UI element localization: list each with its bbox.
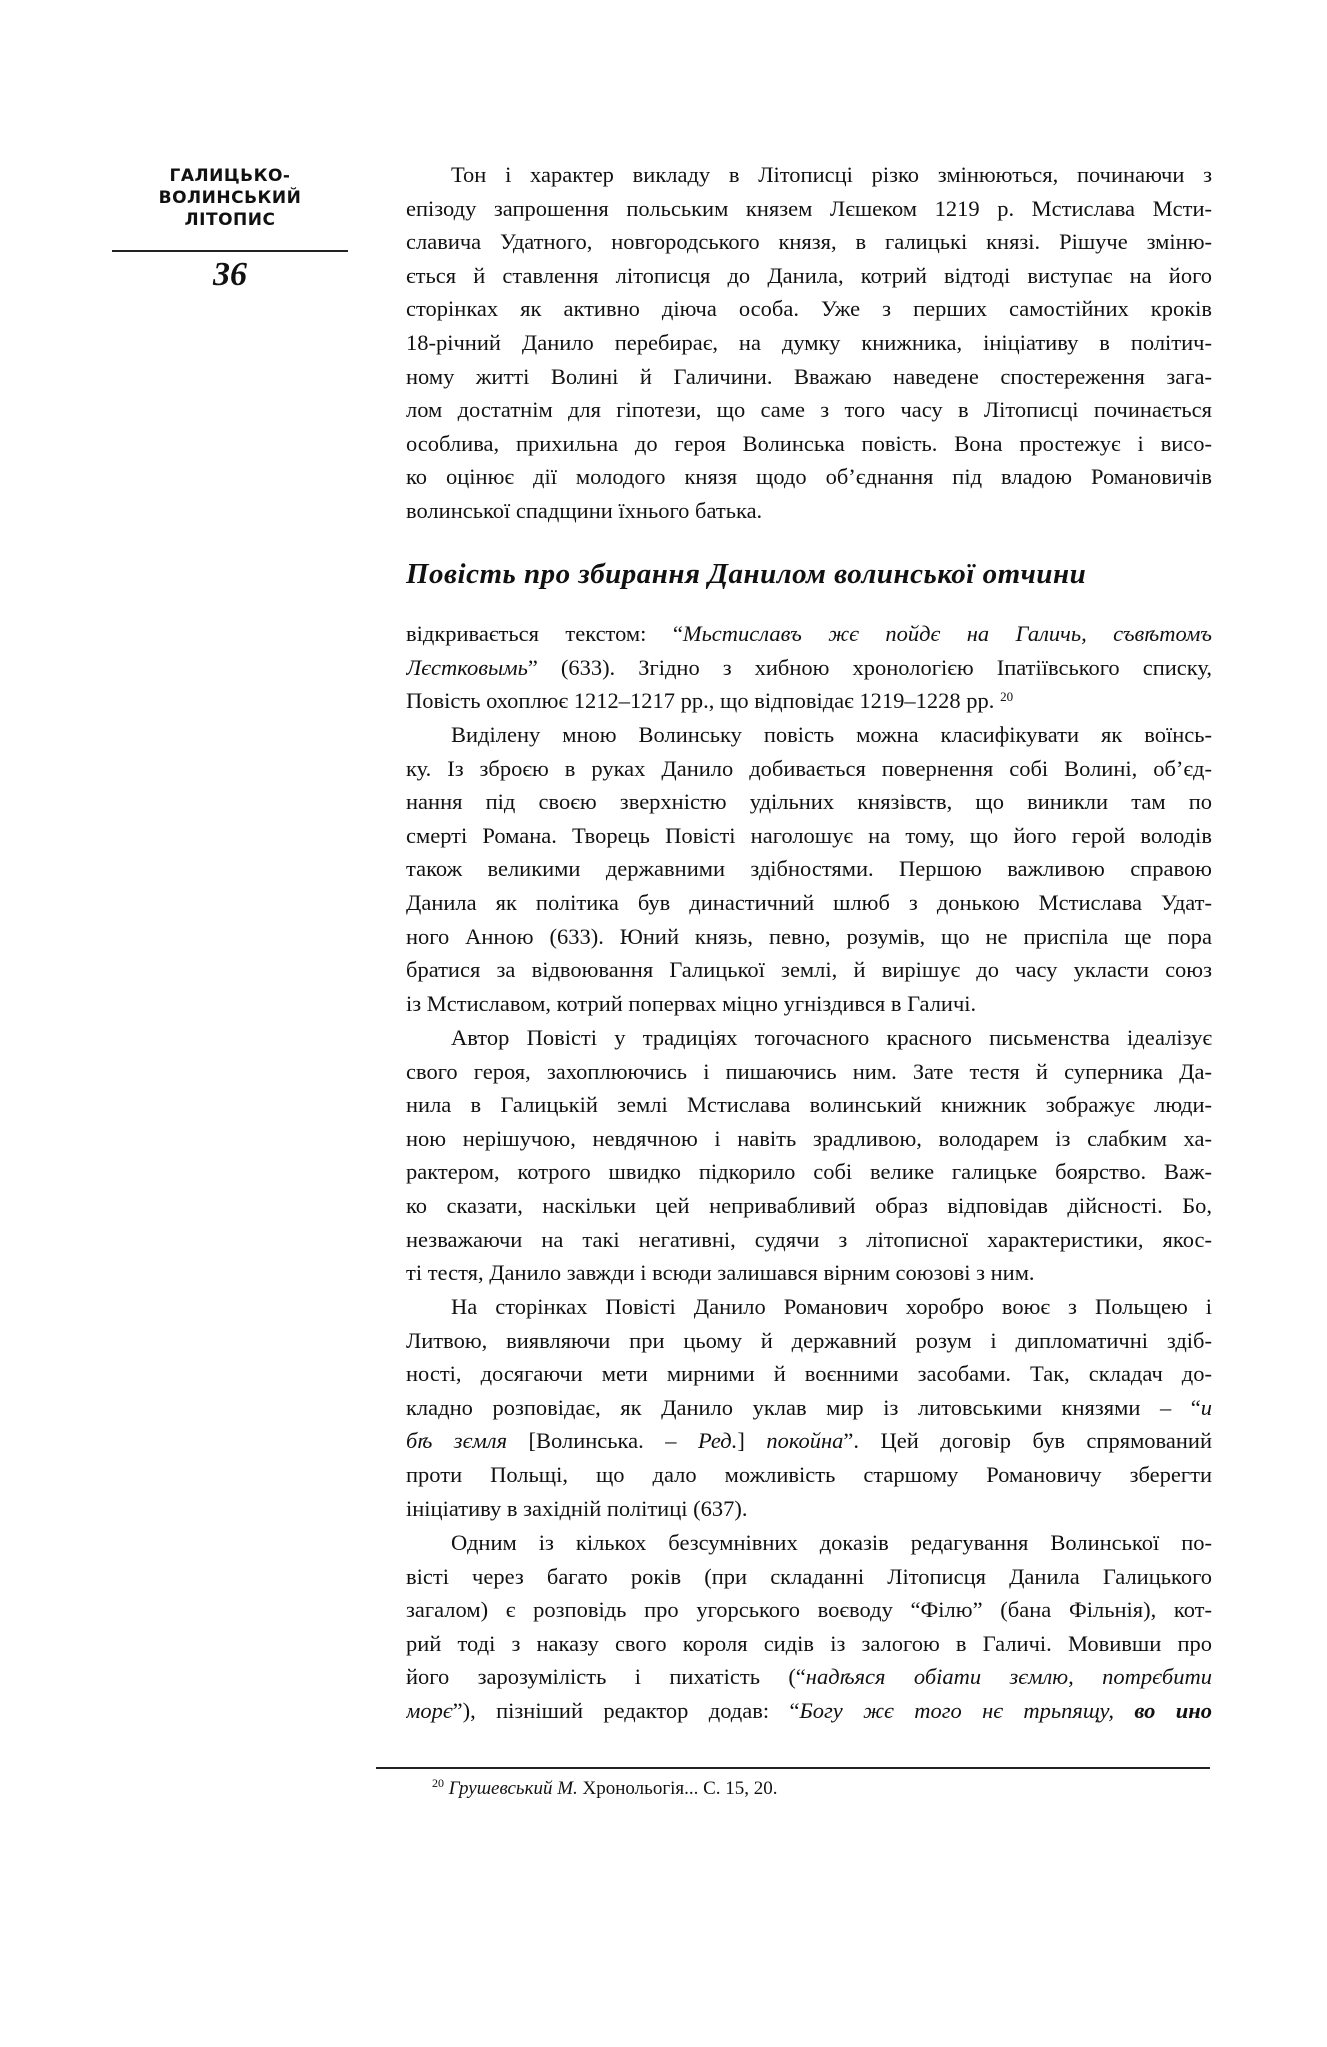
text-line: також великими державними здібностями. Першою важливою справою [406,856,1212,882]
text-span: Повість охоплює 1212–1217 рр., що відповідає 1219–1228 рр. [406,688,995,714]
text-line: вісті через багато років (при складанні Літописця Данила Галицького [406,1563,1212,1589]
running-head-line: ВОЛИНСЬКИЙ [158,188,302,208]
text-line: сторінках як активно діюча особа. Уже з перших самостійних кроків [406,296,1212,322]
chronicle-quote: надѣяся обіати зємлю, потрєбити [805,1664,1212,1690]
chronicle-quote: Лєстковымь [406,654,528,680]
text-line [406,1424,1212,1458]
footnote-number: 20 [432,1776,444,1790]
text-line [406,684,1212,718]
text-line: 18-річний Данило перебирає, на думку книжника, ініціативу в політич- [406,329,1212,355]
text-line: Литвою, виявляючи при цьому й державний розум і дипломатичні здіб- [406,1327,1212,1353]
text-line: Данила як політика був династичний шлюб з донькою Мстислава Удат- [406,889,1212,915]
text-line: волинської спадщини їхнього батька. [406,497,763,523]
footnote-author: Грушевський М. [448,1778,578,1799]
text-span: відкривається текстом: “ [406,621,683,646]
text-line: Виділену мною Волинську повість можна класифікувати як воїнсь- [451,722,1212,747]
paragraph-author [406,1021,1212,1290]
text-span: кладно розповідає, як Данило уклав мир із литовськими князями – “ [406,1394,1201,1420]
running-head-divider [112,250,348,252]
footnote-divider [376,1767,1210,1769]
text-line: ється й ставлення літописця до Данила, котрий відтоді виступає на його [406,262,1212,288]
text-span: ”), пізніший редактор додав: “ [452,1697,800,1723]
text-line: славича Удатного, новгородського князя, в галицькі князі. Рішуче зміню- [406,229,1212,255]
chronicle-quote: Мьстиславъ жє пойдє на Галичь, съвѣтомъ [682,621,1212,646]
editor-note: Ред. [697,1428,738,1454]
text-line: Автор Повісті у традиціях тогочасного красного письменства ідеалізує [451,1025,1212,1050]
running-head-line: ЛІТОПИС [184,210,276,230]
text-line: На сторінках Повісті Данило Романович хоробро воює з Польщею і [451,1294,1212,1319]
text-line: лом достатнім для гіпотези, що саме з того часу в Літописці починається [406,397,1212,423]
text-line: ко сказати, наскільки цей непривабливий образ відповідав дійсності. Бо, [406,1192,1212,1218]
text-line: проти Польщі, що дало можливість старшому Романовичу зберегти [406,1461,1212,1487]
intro-paragraph [406,158,1212,528]
text-line: свого героя, захоплюючись і пишаючись ним. Зате тестя й суперника Да- [406,1058,1212,1084]
running-head [112,165,348,231]
chronicle-quote: бѣ зємля [406,1428,508,1454]
text-line [406,1660,1212,1694]
text-line: Одним із кількох безсумнівних доказів редагування Волинської по- [451,1530,1212,1555]
text-line: нила в Галицькій землі Мстислава волинський книжник зображує люди- [406,1092,1212,1118]
text-line: братися за відвоювання Галицької землі, й вирішує до часу укласти союз [406,957,1212,983]
chronicle-quote: морє [406,1697,453,1723]
text-line [406,1694,1212,1728]
text-span: ” (633). Згідно з хибною хронологією Іпатіївського списку, [527,654,1212,680]
footnote-text: Хронольогія... С. 15, 20. [577,1778,778,1799]
chronicle-quote: покойна [766,1428,844,1454]
text-line: ного Анною (633). Юний князь, певно, розумів, що не приспіла ще пора [406,923,1212,949]
footnote-reference[interactable]: 20 [1000,689,1014,705]
text-span: [Волинська. – [507,1428,698,1454]
text-line [406,617,1212,651]
text-line: ному житті Волині й Галичини. Вважаю наведене спостереження зага- [406,363,1212,389]
text-line: ті тестя, Данило завжди і всюди залишався вірним союзові з ним. [406,1260,1035,1286]
section-opening [406,617,1212,718]
chronicle-quote: Богу жє того нє трьпящу, [799,1697,1115,1723]
text-line: Тон і характер викладу в Літописці різко змінюються, починаючи з [451,162,1212,187]
text-span: ”. Цей договір був спрямований [843,1428,1212,1454]
text-line: особлива, прихильна до героя Волинська повість. Вона простежує і висо- [406,430,1212,456]
footnote [432,1778,778,1800]
page-number: 36 [213,256,247,293]
text-line: рий тоді з наказу свого короля сидів із залогою в Галичі. Мовивши про [406,1630,1212,1656]
text-span: ] [737,1428,767,1454]
text-line: із Мстиславом, котрий попервах міцно угніздився в Галичі. [406,990,977,1016]
running-head-line: ГАЛИЦЬКО- [169,166,291,186]
text-span: його зарозумілість і пихатість (“ [406,1664,806,1690]
text-line [406,1391,1212,1425]
text-line: ко оцінює дії молодого князя щодо об’єднання під владою Романовичів [406,464,1212,490]
text-line [406,651,1212,685]
paragraph-editing [406,1526,1212,1728]
text-line: ку. Із зброєю в руках Данило добивається повернення собі Волині, об’єд- [406,755,1212,781]
text-line: епізоду запрошення польським князем Лєшеком 1219 р. Мстислава Мсти- [406,195,1212,221]
paragraph-pages [406,1290,1212,1525]
text-line: нання під своєю зверхністю удільних князівств, що виникли там по [406,789,1212,815]
text-line: смерті Романа. Творець Повісті наголошує на тому, що його герой володів [406,822,1212,848]
paragraph-military [406,718,1212,1020]
text-line: ініціативу в західній політиці (637). [406,1495,748,1521]
chronicle-quote: и [1200,1394,1212,1420]
section-heading: Повість про збирання Данилом волинської отчини [406,558,1087,590]
text-line: незважаючи на такі негативні, судячи з літописної характеристики, якос- [406,1226,1212,1252]
text-line: ною нерішучою, невдячною і навіть зрадливою, володарем із слабким ха- [406,1125,1212,1151]
chronicle-quote-bold: во ино [1114,1697,1212,1723]
text-line: загалом) є розповідь про угорського воєводу “Філю” (бана Фільнія), кот- [406,1597,1212,1623]
text-line: рактером, котрого швидко підкорило собі велике галицьке боярство. Важ- [406,1159,1212,1185]
text-line: ності, досягаючи мети мирними й воєнними засобами. Так, складач до- [406,1361,1212,1387]
